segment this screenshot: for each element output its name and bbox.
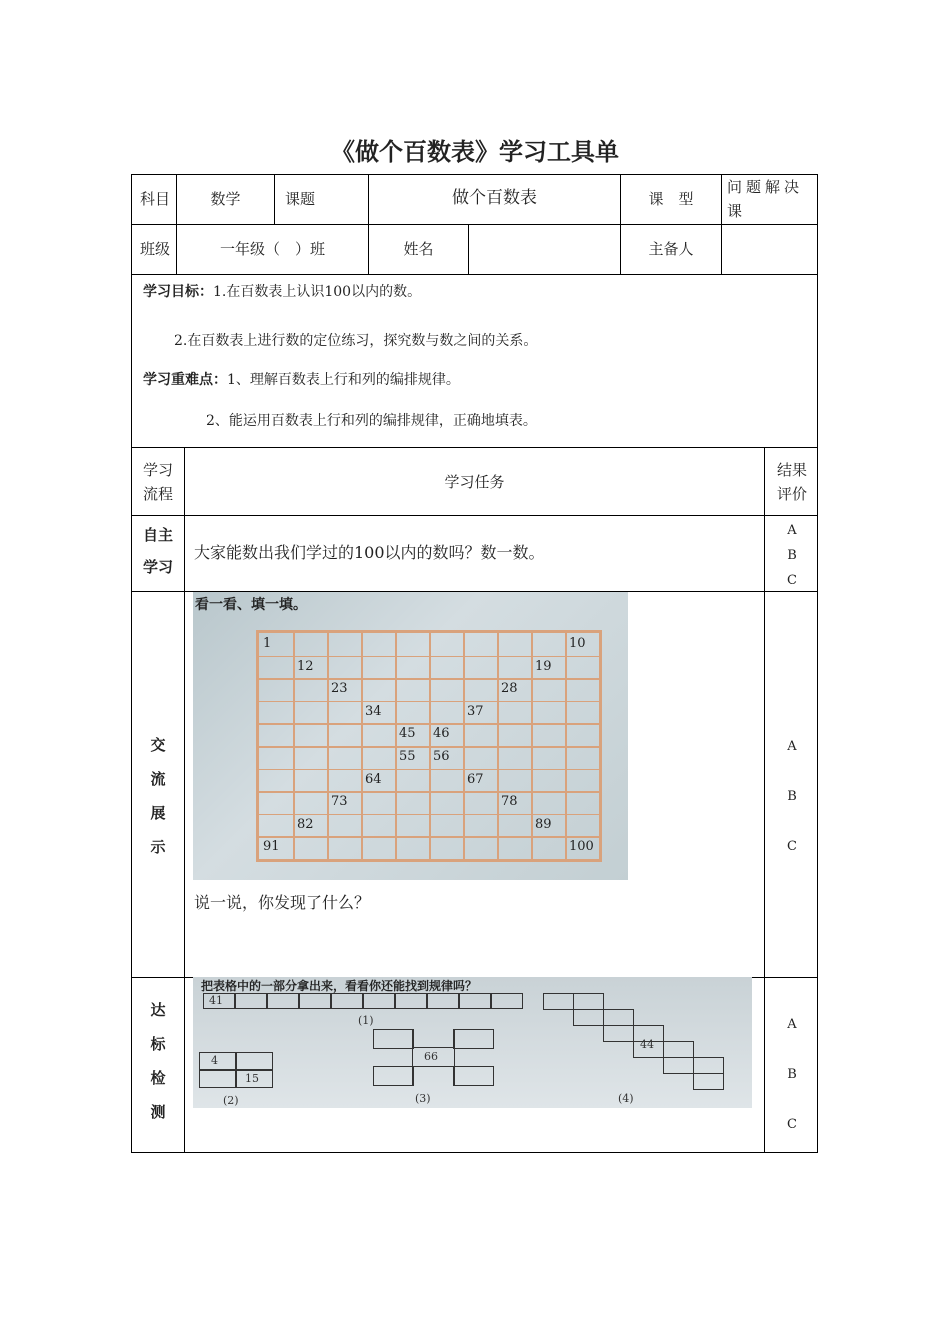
grid-number: 91 — [263, 839, 280, 855]
stair-cell — [663, 1041, 694, 1058]
learning-focus — [143, 369, 460, 389]
square-number-15: 15 — [245, 1072, 259, 1085]
grid-number: 89 — [535, 816, 552, 832]
grid-line — [497, 633, 499, 859]
subject-label: 科目 — [140, 190, 171, 208]
stair-cell — [663, 1057, 694, 1074]
exchange-label: 交流展示 — [150, 736, 166, 856]
stair-cell — [543, 993, 574, 1010]
topic-value: 做个百数表 — [452, 188, 537, 209]
grid-number: 46 — [433, 726, 450, 742]
exercise-3-label: (3) — [415, 1092, 431, 1105]
grade-c[interactable]: C — [787, 839, 797, 854]
grid-line — [259, 746, 599, 748]
result-header: 结果评价 — [776, 461, 807, 503]
divider — [131, 224, 818, 225]
topic-label: 课题 — [284, 190, 315, 208]
strip-cell — [235, 993, 267, 1009]
strip-cell — [459, 993, 491, 1009]
grid-number: 45 — [399, 726, 416, 742]
grid-number: 1 — [263, 636, 272, 651]
exchange-question: 说一说，你发现了什么？ — [194, 893, 371, 913]
stair-cell — [693, 1073, 724, 1090]
focus-1: 1、理解百数表上行和列的编排规律。 — [227, 372, 460, 388]
objective-1: 1.在百数表上认识100以内的数。 — [213, 284, 422, 300]
divider — [184, 447, 185, 1153]
process-header: 学习流程 — [142, 461, 173, 503]
grid-number: 23 — [331, 681, 348, 697]
grade-c[interactable]: C — [787, 573, 797, 588]
grid-line — [259, 814, 599, 816]
type-label: 课 型 — [648, 190, 694, 208]
photo1-heading: 看一看、填一填。 — [195, 597, 307, 613]
grid-number: 37 — [467, 703, 484, 719]
grid-number: 10 — [569, 636, 586, 651]
grade-a[interactable]: A — [787, 739, 797, 754]
divider — [764, 447, 765, 1153]
stair-cell — [573, 993, 604, 1010]
grid-number: 64 — [365, 771, 382, 787]
class-value: 一年级（ ）班 — [219, 240, 325, 258]
strip-first-number: 41 — [209, 994, 223, 1007]
grid-number: 67 — [467, 771, 484, 787]
exercise-4-label: (4) — [618, 1092, 634, 1105]
grid-number: 100 — [569, 839, 594, 855]
divider — [131, 515, 818, 516]
self-study-label: 自主学习 — [143, 526, 174, 576]
grid-number: 34 — [365, 703, 382, 719]
strip-cell — [427, 993, 459, 1009]
strip-cell — [395, 993, 427, 1009]
page-title: 《做个百数表》学习工具单 — [331, 138, 619, 166]
grid-number: 73 — [331, 794, 348, 810]
hundred-chart-photo — [193, 592, 628, 880]
divider — [131, 447, 818, 448]
pattern-exercise-photo — [193, 977, 752, 1108]
grade-b[interactable]: B — [787, 1067, 797, 1082]
stair-cell — [603, 1009, 634, 1026]
grade-c[interactable]: C — [787, 1117, 797, 1132]
exercise-2-label: (2) — [223, 1094, 239, 1107]
preparer-label: 主备人 — [648, 240, 694, 258]
grade-b[interactable]: B — [787, 548, 797, 563]
strip-cell — [491, 993, 523, 1009]
strip-cell — [299, 993, 331, 1009]
strip-cell — [363, 993, 395, 1009]
divider — [131, 1152, 818, 1153]
grid-number: 55 — [399, 749, 416, 764]
stair-cell — [603, 1025, 634, 1042]
subject-value: 数学 — [210, 190, 241, 208]
test-label: 达标检测 — [150, 1001, 166, 1121]
grid-line — [463, 633, 465, 859]
grid-line — [259, 791, 599, 793]
grade-a[interactable]: A — [787, 1017, 797, 1032]
grid-number: 78 — [501, 794, 518, 810]
grid-number: 12 — [297, 658, 314, 674]
grid-number: 19 — [535, 658, 552, 674]
task-header: 学习任务 — [444, 473, 505, 491]
objective-2: 2.在百数表上进行数的定位练习，探究数与数之间的关系。 — [174, 333, 538, 349]
grade-options — [766, 722, 818, 872]
preparer-field[interactable] — [722, 226, 817, 272]
type-value: 问题解决课 — [727, 178, 804, 220]
stair-cell — [693, 1057, 724, 1074]
grid-line — [565, 633, 567, 859]
objective-label: 学习目标： — [143, 284, 213, 300]
exercise-1-label: (1) — [358, 1014, 374, 1027]
grid-number: 56 — [433, 749, 450, 764]
learning-objective — [143, 281, 421, 301]
name-label: 姓名 — [403, 240, 434, 258]
grade-options — [766, 518, 818, 593]
stair-number-44: 44 — [640, 1038, 654, 1051]
grade-options — [766, 1000, 818, 1150]
stair-cell — [573, 1009, 604, 1026]
grade-a[interactable]: A — [787, 523, 797, 538]
focus-label: 学习重难点： — [143, 372, 227, 388]
center-number-66: 66 — [424, 1050, 438, 1063]
grade-b[interactable]: B — [787, 789, 797, 804]
divider — [131, 274, 818, 275]
self-study-task: 大家能数出我们学过的100以内的数吗？数一数。 — [194, 543, 545, 563]
strip-cell — [331, 993, 363, 1009]
grid-line — [259, 769, 599, 771]
class-label: 班级 — [140, 240, 171, 258]
grid-line — [531, 633, 533, 859]
focus-2: 2、能运用百数表上行和列的编排规律，正确地填表。 — [206, 413, 537, 429]
strip-cell — [267, 993, 299, 1009]
hundred-grid — [256, 630, 602, 862]
grid-line — [259, 836, 599, 838]
square-number-4: 4 — [211, 1054, 218, 1067]
photo2-heading: 把表格中的一部分拿出来，看看你还能找到规律吗？ — [201, 979, 478, 993]
grid-number: 82 — [297, 816, 314, 832]
name-field[interactable] — [469, 226, 620, 272]
grid-number: 28 — [501, 681, 518, 697]
